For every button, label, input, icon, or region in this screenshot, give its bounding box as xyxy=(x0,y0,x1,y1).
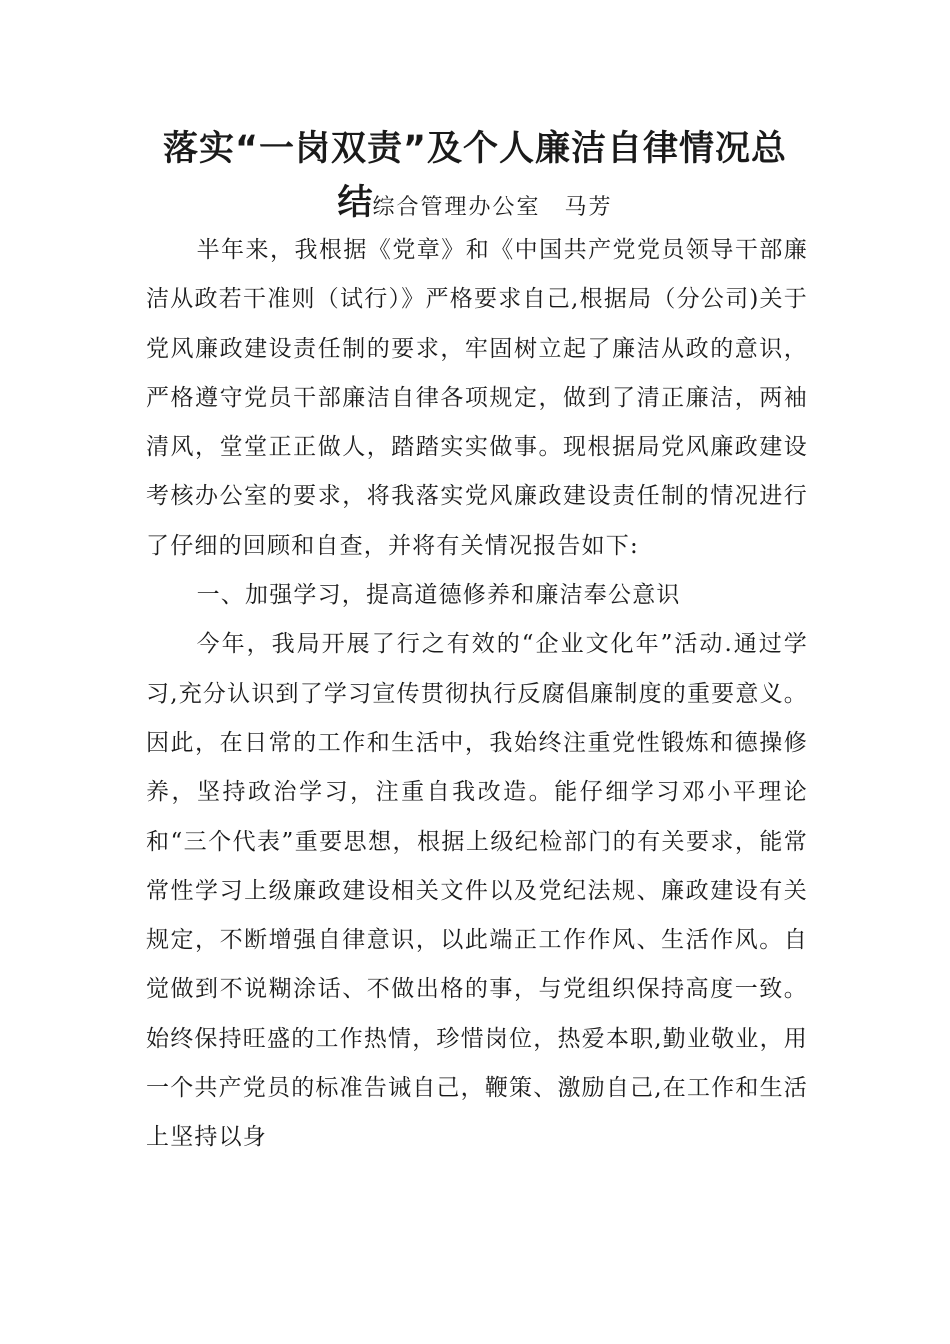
paragraph-intro: 半年来，我根据《党章》和《中国共产党党员领导干部廉洁从政若干准则（试行）》严格要求自己,根据局（分公司)关于党风廉政建设责任制的要求，牢固树立起了廉洁从政的意识，严格遵守党员干部廉洁自律各项规定，做到了清正廉洁，两袖清风，堂堂正正做人，踏踏实实做事。现根据局党风廉政建设考核办公室的要求，将我落实党风廉政建设责任制的情况进行了仔细的回顾和自查，并将有关情况报告如下: xyxy=(146,237,808,559)
author-byline: 综合管理办公室 马芳 xyxy=(372,195,613,220)
document-body xyxy=(146,226,808,1163)
paragraph-section-1: 今年，我局开展了行之有效的“企业文化年”活动.通过学习,充分认识到了学习宣传贯彻执行反腐倡廉制度的重要意义。因此，在日常的工作和生活中，我始终注重党性锻炼和德操修养，坚持政治学习，注重自我改造。能仔细学习邓小平理论和“三个代表”重要思想，根据上级纪检部门的有关要求，能常常性学习上级廉政建设相关文件以及党纪法规、廉政建设有关规定，不断增强自律意识，以此端正工作作风、生活作风。自觉做到不说糊涂话、不做出格的事，与党组织保持高度一致。始终保持旺盛的工作热情，珍惜岗位，热爱本职,勤业敬业，用一个共产党员的标准告诫自己，鞭策、激励自己,在工作和生活上坚持以身 xyxy=(146,631,808,1151)
document-title: 落实“一岗双责”及个人廉洁自律情况总 xyxy=(162,129,787,169)
section-heading: 一、加强学习，提高道德修养和廉洁奉公意识 xyxy=(196,582,681,609)
document-title-end: 结 xyxy=(337,183,373,223)
